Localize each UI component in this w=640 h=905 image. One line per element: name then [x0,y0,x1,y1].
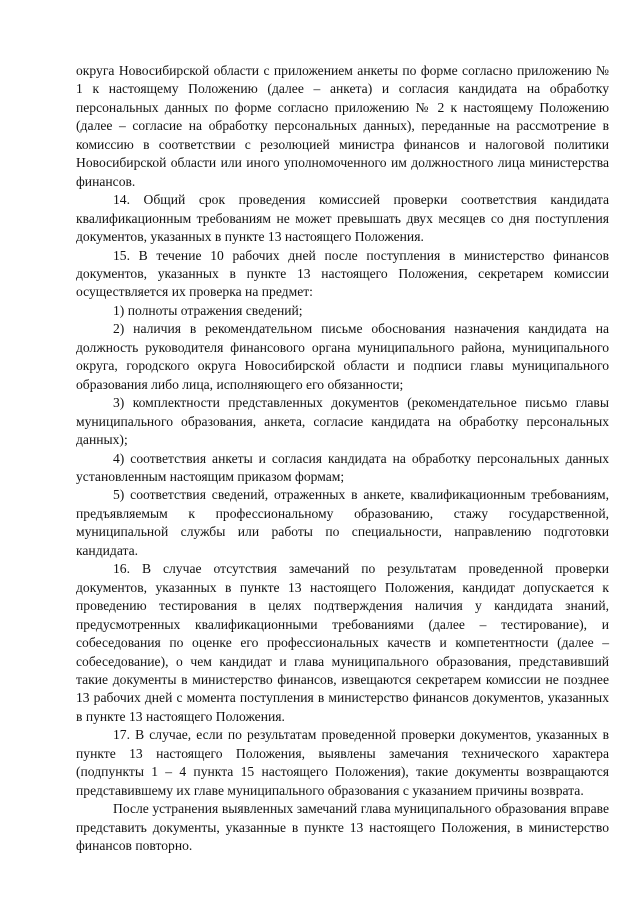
subitem-15-5: 5) соответствия сведений, отраженных в анкете, квалификационным требованиям, предъявляемым к профессиональному образованию, стажу государственной, муниципальной службы или работы по специальности, направлению подготовки кандидата. [76,487,609,558]
paragraph-16: 16. В случае отсутствия замечаний по результатам проведенной проверки документов, указанных в пункте 13 настоящего Положения, кандидат допускается к проведению тестирования в целях подтверждения наличия у кандидата знаний, предусмотренных квалификационными требованиями (далее – тестирование), и собеседования по оценке его профессиональных качеств и компетентности (далее – собеседование), о чем кандидат и глава муниципального образования, представивший такие документы в министерство финансов, извещаются секретарем комиссии не позднее 13 рабочих дней с момента поступления в министерство финансов документов, указанных в пункте 13 настоящего Положения. [76,561,609,724]
paragraph-17-continuation: После устранения выявленных замечаний глава муниципального образования вправе представить документы, указанные в пункте 13 настоящего Положения, в министерство финансов повторно. [76,801,609,854]
paragraph-14: 14. Общий срок проведения комиссией проверки соответствия кандидата квалификационным требованиям не может превышать двух месяцев со дня поступления документов, указанных в пункте 13 настоящего Положения. [76,192,609,245]
paragraph-13-continuation: округа Новосибирской области с приложением анкеты по форме согласно приложению № 1 к настоящему Положению (далее – анкета) и согласия кандидата на обработку персональных данных по форме согласно приложению № 2 к настоящему Положению (далее – согласие на обработку персональных данных), переданные на рассмотрение в комиссию в соответствии с резолюцией министра финансов и налоговой политики Новосибирской области или иного уполномоченного им должностного лица министерства финансов. [76,63,609,189]
subitem-15-3: 3) комплектности представленных документов (рекомендательное письмо главы муниципального образования, анкета, согласие кандидата на обработку персональных данных); [76,395,609,448]
subitem-15-4: 4) соответствия анкеты и согласия кандидата на обработку персональных данных установленным настоящим приказом формам; [76,450,609,484]
paragraph-15: 15. В течение 10 рабочих дней после поступления в министерство финансов документов, указанных в пункте 13 настоящего Положения, секретарем комиссии осуществляется их проверка на предмет: [76,247,609,300]
document-page [76,62,609,855]
paragraph-17: 17. В случае, если по результатам проведенной проверки документов, указанных в пункте 13 настоящего Положения, выявлены замечания технического характера (подпункты 1 – 4 пункта 15 настоящего Положения), такие документы возвращаются представившему их главе муниципального образования с указанием причины возврата. [76,727,609,798]
subitem-15-1: 1) полноты отражения сведений; [113,302,303,318]
subitem-15-2: 2) наличия в рекомендательном письме обоснования назначения кандидата на должность руководителя финансового органа муниципального района, муниципального округа, городского округа Новосибирской области и подписи главы муниципального образования либо лица, исполняющего его обязанности; [76,321,609,392]
